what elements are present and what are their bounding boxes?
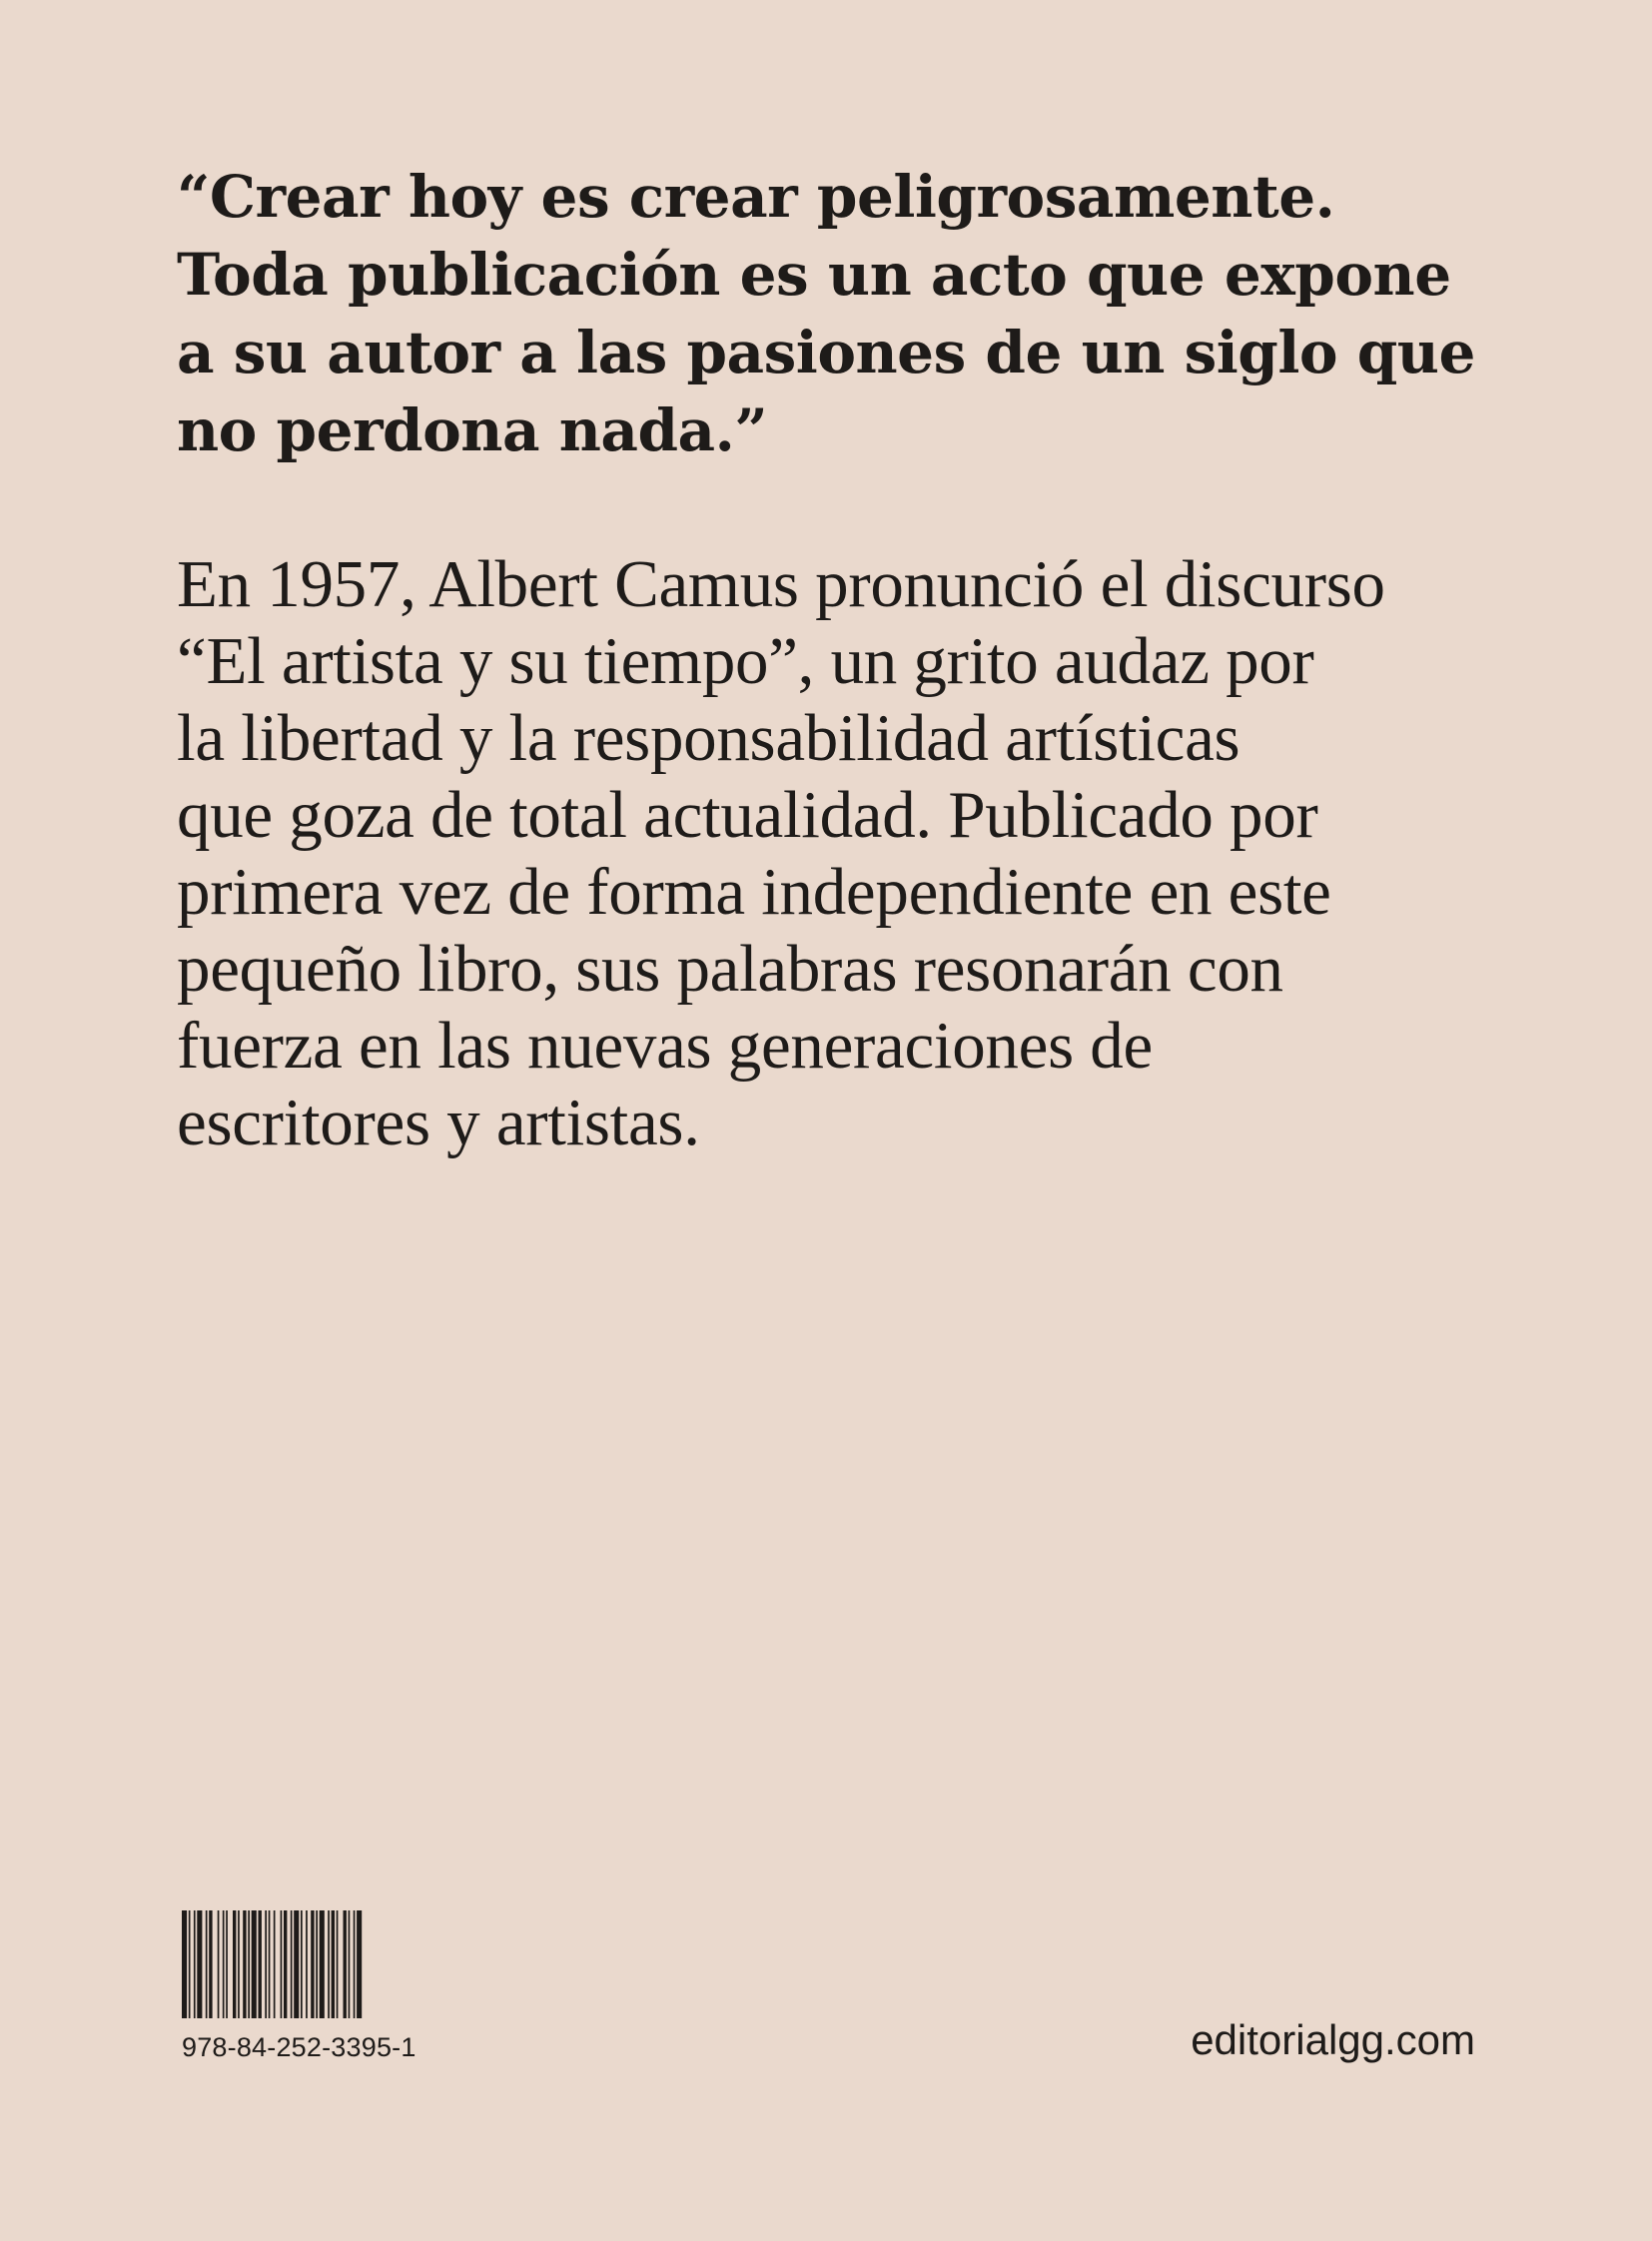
quote-line: no perdona nada.”	[177, 396, 768, 464]
barcode-icon	[182, 1910, 443, 2018]
description-line: primera vez de forma independiente en este	[177, 855, 1331, 929]
description-line: En 1957, Albert Camus pronunció el discurso	[177, 547, 1385, 621]
quote-line: Toda publicación es un acto que expone	[177, 241, 1451, 309]
description-line: fuerza en las nuevas generaciones de	[177, 1009, 1153, 1083]
isbn-number: 978-84-252-3395-1	[182, 2032, 416, 2062]
description-line: pequeño libro, sus palabras resonarán con	[177, 932, 1283, 1006]
quote-line: a su autor a las pasiones de un siglo que	[177, 319, 1475, 386]
quote-line: “Crear hoy es crear peligrosamente.	[177, 163, 1335, 231]
isbn-barcode-block	[182, 1910, 451, 2062]
description-line: escritores y artistas.	[177, 1086, 700, 1159]
pull-quote	[177, 158, 1495, 469]
description-line: que goza de total actualidad. Publicado por	[177, 778, 1318, 852]
book-description	[177, 546, 1505, 1161]
description-line: “El artista y su tiempo”, un grito audaz por	[177, 624, 1314, 698]
publisher-website: editorialgg.com	[1191, 2016, 1475, 2063]
description-line: la libertad y la responsabilidad artísticas	[177, 701, 1240, 775]
